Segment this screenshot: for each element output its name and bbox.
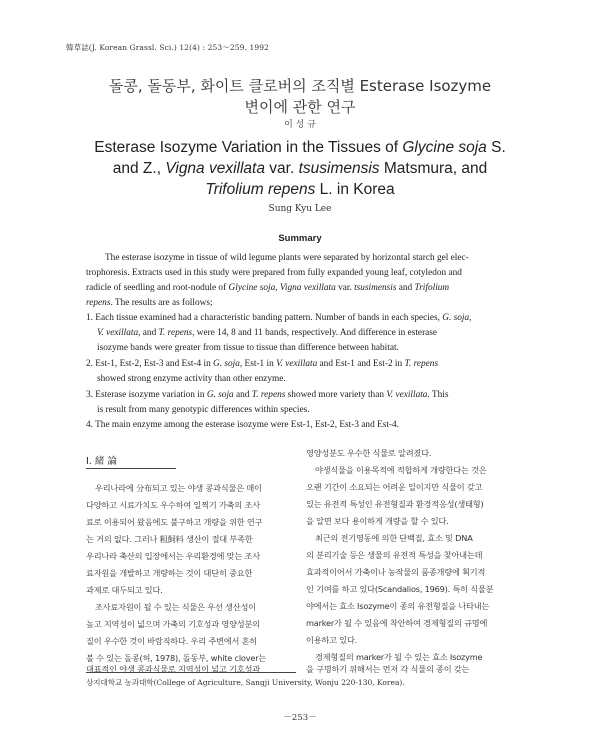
body-left-line: 과제로 대두되고 있다. (86, 585, 163, 595)
body-left-line: 료자원을 개발하고 개량하는 것이 대단히 중요한 (86, 568, 253, 578)
summary-heading: Summary (278, 233, 322, 244)
footnote-rule (86, 672, 296, 673)
body-right-line: 최근의 전기영동에 의한 단백질, 효소 및 DNA (315, 533, 473, 543)
body-left-line: 대표적인 야생 콩과식물로 지역성이 넓고 기호성과 (86, 664, 260, 674)
body-left-line: 다양하고 시료가치도 우수하여 일찍기 가축의 조사 (86, 500, 260, 510)
korean-title-line-1: 돌콩, 돌동부, 화이트 클로버의 조직별 Esterase Isozyme (108, 77, 492, 95)
summary-line: V. vexillata, and T. repens, were 14, 8 and 11 bands, respectively. And difference in esterase (97, 328, 438, 338)
english-author: Sung Kyu Lee (268, 204, 332, 214)
korean-author: 이 성 규 (284, 120, 316, 130)
summary-line: The esterase isozyme in tissue of wild legume plants were separated by horizontal starch gel elec- (105, 253, 469, 263)
body-right-line: 경제형질의 marker가 될 수 있는 효소 Isozyme (315, 652, 483, 662)
summary-item-4: 4. The main enzyme among the esterase isozyme were Est-1, Est-2, Est-3 and Est-4. (86, 420, 399, 430)
section-title: Ⅰ. 緒 論 (86, 456, 117, 467)
summary-item-1: 1. Each tissue examined had a characteristic banding pattern. Number of bands in each species, G. soja, (86, 313, 472, 323)
english-title-line-1: Esterase Isozyme Variation in the Tissues of Glycine soja S. (94, 139, 506, 156)
body-right-line: 을 구명하기 위해서는 먼저 각 식물의 종이 갖는 (306, 664, 470, 674)
body-right-line: 인 기여를 하고 있다(Scandalios, 1969). 특히 식물분 (306, 584, 494, 594)
body-right-line: 을 알면 보다 용이하게 개량을 할 수 있다. (306, 516, 449, 526)
summary-line: isozyme bands were greater from tissue to tissue than difference between habitat. (97, 343, 399, 353)
journal-citation: 韓草誌(J. Korean Grassl. Sci.) 12(4) : 253～259. 1992 (66, 43, 269, 52)
body-left-line: 높고 지역성이 넓으며 가축의 기호성과 영양성분의 (86, 619, 260, 629)
korean-title-line-2: 변이에 관한 연구 (244, 98, 356, 116)
summary-item-2: 2. Est-1, Est-2, Est-3 and Est-4 in G. soja, Est-1 in V. vexillata and Est-1 and Est-2 in T. repens (86, 359, 439, 369)
body-right-line: 야에서는 효소 Isozyme이 종의 유전형질을 나타내는 (306, 601, 490, 611)
footnote: 상지대학교 농과대학(College of Agriculture, Sangji University, Wonju 220-130, Korea). (86, 678, 405, 687)
summary-line: is result from many genotypic differences within species. (97, 405, 310, 415)
summary-item-3: 3. Esterase isozyme variation in G. soja and T. repens showed more variety than V. vexillata. This (86, 390, 449, 400)
body-right-line: 의 분리기술 등은 생물의 유전적 특성을 찾아내는데 (306, 550, 483, 560)
body-left-line: 볼 수 있는 돌콩(허, 1978), 돌동부, white clover는 (86, 653, 267, 663)
body-right-line: 있는 유전적 특성인 유전형질과 환경적응성(생태형) (306, 499, 484, 509)
page-number: －253－ (283, 713, 317, 723)
body-left-line: 는 거의 없다. 그러나 粗飼料 생산이 절대 부족한 (86, 534, 253, 544)
summary-line: repens. The results are as follows; (86, 298, 213, 308)
body-left-line: 료로 이용되어 왔음에도 불구하고 개량을 위한 연구 (86, 517, 263, 527)
body-left-line: 질이 우수한 것이 바람직하다. 우리 주변에서 흔히 (86, 636, 258, 646)
body-right-line: 오랜 기간이 소요되는 어려운 일이지만 식물이 갖고 (306, 482, 483, 492)
body-right-line: marker가 될 수 있음에 착안하여 경제형질의 규명에 (306, 618, 488, 628)
body-right-line: 효과적이어서 가축이나 농작물의 품종개량에 획기적 (306, 567, 486, 577)
body-right-line: 야생식물을 이용목적에 적합하게 개량한다는 것은 (315, 465, 487, 475)
body-right-line: 영양성분도 우수한 식물로 알려졌다. (306, 448, 432, 458)
english-title-line-3: Trifolium repens L. in Korea (205, 181, 395, 198)
summary-line: trophoresis. Extracts used in this study were prepared from fully expanded young leaf, cotyledon and (86, 268, 462, 278)
section-title-rule (86, 468, 176, 469)
summary-line: showed strong enzyme activity than other enzyme. (97, 374, 286, 384)
body-right-line: 이용하고 있다. (306, 635, 358, 645)
english-title-line-2: and Z., Vigna vexillata var. tsusimensis Matsmura, and (112, 160, 488, 177)
body-left-line: 조사료자원이 될 수 있는 식물은 우선 생산성이 (95, 602, 256, 612)
summary-line: radicle of seedling and root-nodule of Glycine soja, Vigna vexillata var. tsusimensis and Trifolium (86, 283, 450, 293)
body-left-line: 우리나라 축산의 입장에서는 우리환경에 맞는 조사 (86, 551, 260, 561)
body-left-line: 우리나라에 分布되고 있는 야생 콩과식물은 매이 (95, 483, 262, 493)
